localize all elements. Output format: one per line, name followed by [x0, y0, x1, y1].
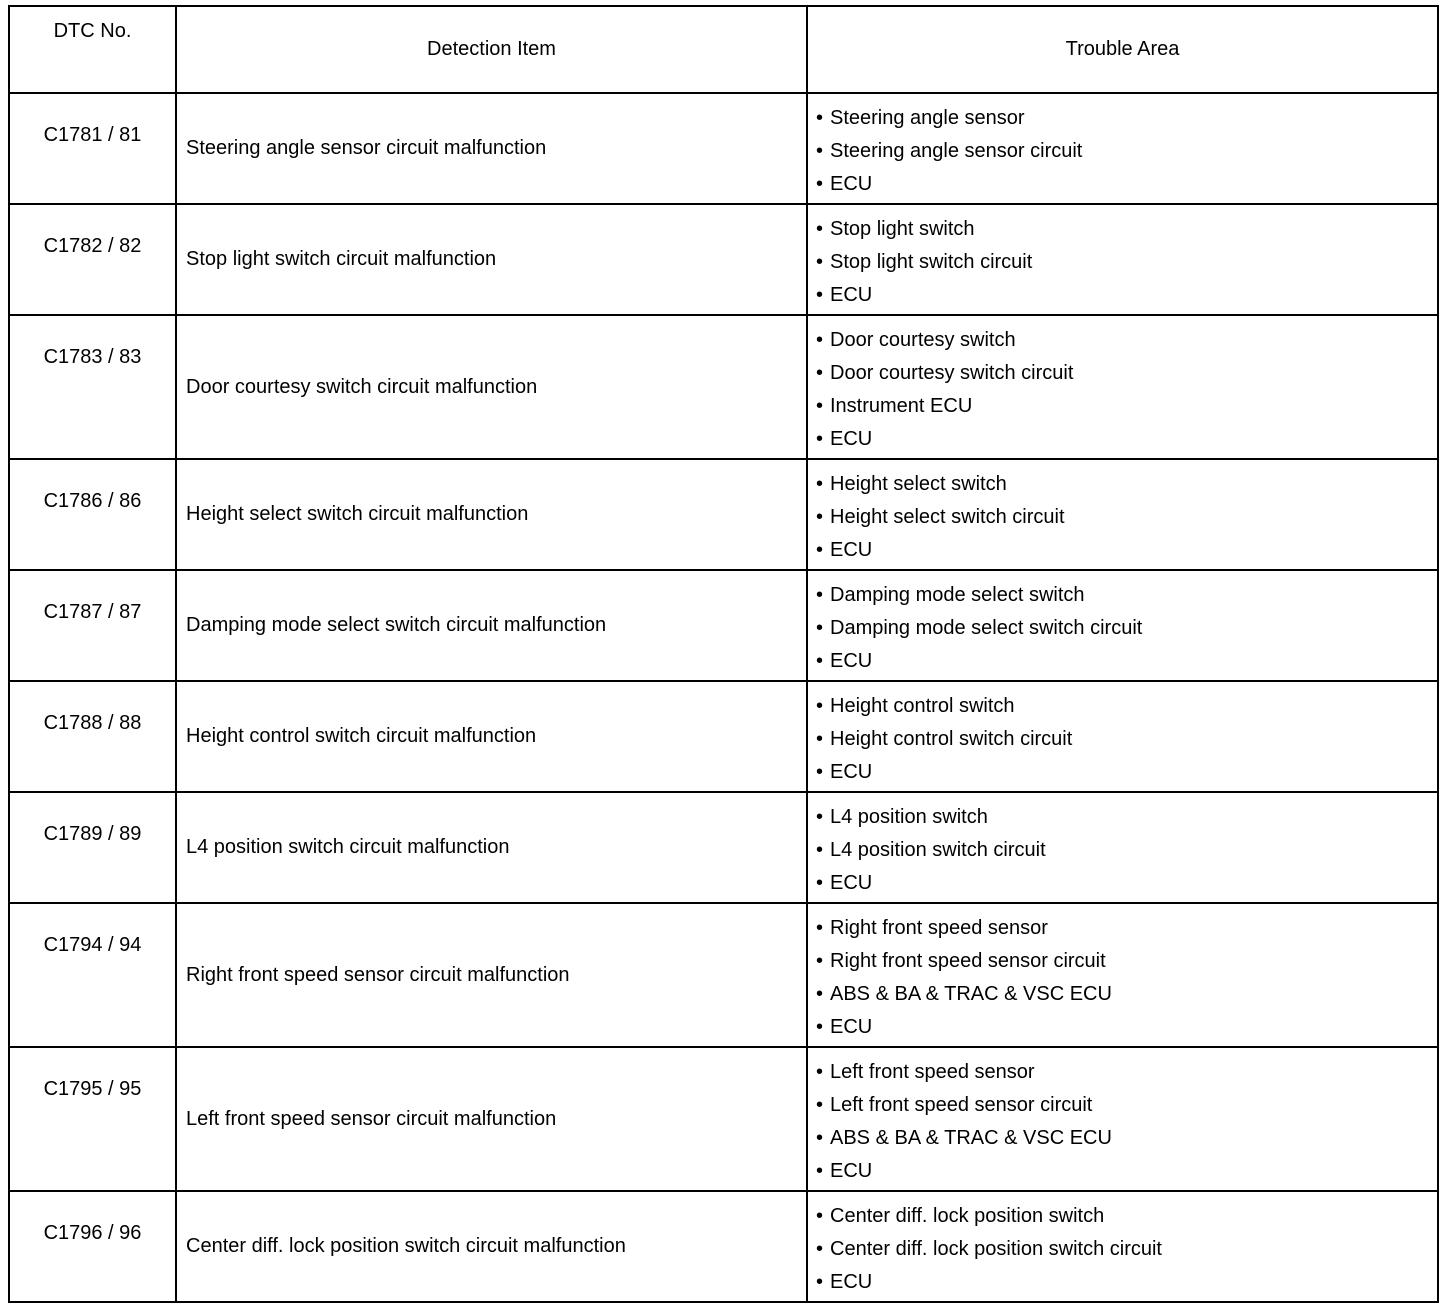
- trouble-area-item: [816, 612, 1437, 645]
- dtc-code-cell: C1795 / 95: [9, 1047, 176, 1191]
- trouble-area-text: Center diff. lock position switch: [830, 1205, 1105, 1227]
- dtc-code-cell: C1789 / 89: [9, 792, 176, 903]
- trouble-area-cell: [807, 315, 1438, 459]
- trouble-area-cell: [807, 681, 1438, 792]
- trouble-area-item: [816, 1233, 1437, 1266]
- bullet-icon: •: [816, 1016, 824, 1038]
- trouble-area-list: [816, 801, 1437, 900]
- trouble-area-item: [816, 390, 1437, 423]
- trouble-area-text: ECU: [830, 761, 873, 783]
- bullet-icon: •: [816, 872, 824, 894]
- trouble-area-list: [816, 468, 1437, 567]
- bullet-icon: •: [816, 428, 824, 450]
- bullet-icon: •: [816, 173, 824, 195]
- trouble-area-text: Height select switch: [830, 473, 1007, 495]
- bullet-icon: •: [816, 1127, 824, 1149]
- trouble-area-item: [816, 756, 1437, 789]
- detection-item-cell: Left front speed sensor circuit malfunction: [176, 1047, 807, 1191]
- header-row: [9, 6, 1438, 93]
- trouble-area-item: [816, 645, 1437, 678]
- trouble-area-item: [816, 102, 1437, 135]
- trouble-area-item: [816, 1200, 1437, 1233]
- trouble-area-item: [816, 690, 1437, 723]
- trouble-area-list: [816, 1200, 1437, 1299]
- bullet-icon: •: [816, 1271, 824, 1293]
- bullet-icon: •: [816, 806, 824, 828]
- detection-item-cell: Center diff. lock position switch circuit malfunction: [176, 1191, 807, 1302]
- detection-item-cell: Stop light switch circuit malfunction: [176, 204, 807, 315]
- trouble-area-text: Left front speed sensor: [830, 1061, 1035, 1083]
- bullet-icon: •: [816, 1094, 824, 1116]
- dtc-code-cell: C1787 / 87: [9, 570, 176, 681]
- bullet-icon: •: [816, 284, 824, 306]
- trouble-area-text: Door courtesy switch: [830, 329, 1016, 351]
- trouble-area-item: [816, 534, 1437, 567]
- trouble-area-cell: [807, 459, 1438, 570]
- dtc-code-cell: C1794 / 94: [9, 903, 176, 1047]
- detection-item-cell: Height select switch circuit malfunction: [176, 459, 807, 570]
- bullet-icon: •: [816, 728, 824, 750]
- table-row: [9, 1191, 1438, 1302]
- dtc-code-cell: C1788 / 88: [9, 681, 176, 792]
- bullet-icon: •: [816, 1205, 824, 1227]
- trouble-area-item: [816, 1089, 1437, 1122]
- trouble-area-item: [816, 1266, 1437, 1299]
- trouble-area-text: ECU: [830, 650, 873, 672]
- trouble-area-list: [816, 690, 1437, 789]
- trouble-area-cell: [807, 204, 1438, 315]
- trouble-area-cell: [807, 1047, 1438, 1191]
- trouble-area-item: [816, 1056, 1437, 1089]
- trouble-area-list: [816, 579, 1437, 678]
- trouble-area-item: [816, 912, 1437, 945]
- table-row: [9, 459, 1438, 570]
- detection-item-cell: Door courtesy switch circuit malfunction: [176, 315, 807, 459]
- bullet-icon: •: [816, 950, 824, 972]
- table-header: [9, 6, 1438, 93]
- trouble-area-item: [816, 324, 1437, 357]
- trouble-area-cell: [807, 792, 1438, 903]
- trouble-area-text: ECU: [830, 1160, 873, 1182]
- bullet-icon: •: [816, 839, 824, 861]
- bullet-icon: •: [816, 140, 824, 162]
- table-row: [9, 681, 1438, 792]
- trouble-area-text: Instrument ECU: [830, 395, 973, 417]
- trouble-area-text: ECU: [830, 1271, 873, 1293]
- dtc-code-cell: C1781 / 81: [9, 93, 176, 204]
- detection-item-cell: Right front speed sensor circuit malfunction: [176, 903, 807, 1047]
- trouble-area-text: L4 position switch circuit: [830, 839, 1046, 861]
- bullet-icon: •: [816, 251, 824, 273]
- trouble-area-text: ABS & BA & TRAC & VSC ECU: [830, 983, 1112, 1005]
- trouble-area-text: Stop light switch: [830, 218, 975, 240]
- bullet-icon: •: [816, 983, 824, 1005]
- trouble-area-item: [816, 1155, 1437, 1188]
- trouble-area-item: [816, 834, 1437, 867]
- trouble-area-cell: [807, 1191, 1438, 1302]
- trouble-area-text: ECU: [830, 284, 873, 306]
- table-row: [9, 1047, 1438, 1191]
- trouble-area-list: [816, 324, 1437, 456]
- trouble-area-text: Height control switch circuit: [830, 728, 1073, 750]
- trouble-area-text: Right front speed sensor: [830, 917, 1048, 939]
- table-row: [9, 903, 1438, 1047]
- table-body: [9, 93, 1438, 1302]
- trouble-area-item: [816, 501, 1437, 534]
- trouble-area-item: [816, 945, 1437, 978]
- bullet-icon: •: [816, 506, 824, 528]
- trouble-area-text: Damping mode select switch circuit: [830, 617, 1143, 639]
- trouble-area-cell: [807, 93, 1438, 204]
- trouble-area-text: Height control switch: [830, 695, 1015, 717]
- trouble-area-item: [816, 423, 1437, 456]
- detection-item-cell: Damping mode select switch circuit malfunction: [176, 570, 807, 681]
- trouble-area-item: [816, 579, 1437, 612]
- trouble-area-text: ABS & BA & TRAC & VSC ECU: [830, 1127, 1112, 1149]
- bullet-icon: •: [816, 695, 824, 717]
- bullet-icon: •: [816, 362, 824, 384]
- dtc-code-cell: C1786 / 86: [9, 459, 176, 570]
- trouble-area-list: [816, 213, 1437, 312]
- trouble-area-list: [816, 102, 1437, 201]
- trouble-area-text: Door courtesy switch circuit: [830, 362, 1074, 384]
- bullet-icon: •: [816, 329, 824, 351]
- bullet-icon: •: [816, 584, 824, 606]
- trouble-area-item: [816, 1011, 1437, 1044]
- detection-item-cell: Height control switch circuit malfunction: [176, 681, 807, 792]
- trouble-area-item: [816, 801, 1437, 834]
- trouble-area-item: [816, 135, 1437, 168]
- bullet-icon: •: [816, 539, 824, 561]
- trouble-area-text: ECU: [830, 428, 873, 450]
- dtc-code-cell: C1783 / 83: [9, 315, 176, 459]
- trouble-area-text: Steering angle sensor: [830, 107, 1025, 129]
- dtc-code-cell: C1782 / 82: [9, 204, 176, 315]
- bullet-icon: •: [816, 473, 824, 495]
- trouble-area-cell: [807, 903, 1438, 1047]
- header-trouble-area: Trouble Area: [807, 6, 1438, 93]
- table-row: [9, 204, 1438, 315]
- trouble-area-text: Center diff. lock position switch circuit: [830, 1238, 1162, 1260]
- header-dtc-no: DTC No.: [9, 6, 176, 93]
- trouble-area-item: [816, 246, 1437, 279]
- trouble-area-item: [816, 213, 1437, 246]
- trouble-area-item: [816, 168, 1437, 201]
- dtc-table: [8, 5, 1439, 1303]
- trouble-area-text: Height select switch circuit: [830, 506, 1065, 528]
- trouble-area-text: Stop light switch circuit: [830, 251, 1033, 273]
- trouble-area-item: [816, 978, 1437, 1011]
- trouble-area-text: Left front speed sensor circuit: [830, 1094, 1093, 1116]
- bullet-icon: •: [816, 917, 824, 939]
- bullet-icon: •: [816, 107, 824, 129]
- detection-item-cell: Steering angle sensor circuit malfunction: [176, 93, 807, 204]
- trouble-area-text: ECU: [830, 539, 873, 561]
- trouble-area-item: [816, 468, 1437, 501]
- bullet-icon: •: [816, 1238, 824, 1260]
- trouble-area-text: Damping mode select switch: [830, 584, 1085, 606]
- table-row: [9, 93, 1438, 204]
- bullet-icon: •: [816, 218, 824, 240]
- trouble-area-item: [816, 1122, 1437, 1155]
- trouble-area-text: L4 position switch: [830, 806, 988, 828]
- trouble-area-item: [816, 279, 1437, 312]
- bullet-icon: •: [816, 1061, 824, 1083]
- bullet-icon: •: [816, 650, 824, 672]
- table-row: [9, 315, 1438, 459]
- bullet-icon: •: [816, 1160, 824, 1182]
- header-detection-item: Detection Item: [176, 6, 807, 93]
- trouble-area-list: [816, 912, 1437, 1044]
- trouble-area-list: [816, 1056, 1437, 1188]
- trouble-area-text: Steering angle sensor circuit: [830, 140, 1083, 162]
- trouble-area-text: Right front speed sensor circuit: [830, 950, 1106, 972]
- trouble-area-item: [816, 357, 1437, 390]
- trouble-area-text: ECU: [830, 1016, 873, 1038]
- table-row: [9, 570, 1438, 681]
- trouble-area-cell: [807, 570, 1438, 681]
- trouble-area-item: [816, 723, 1437, 756]
- table-row: [9, 792, 1438, 903]
- trouble-area-item: [816, 867, 1437, 900]
- bullet-icon: •: [816, 617, 824, 639]
- detection-item-cell: L4 position switch circuit malfunction: [176, 792, 807, 903]
- trouble-area-text: ECU: [830, 173, 873, 195]
- bullet-icon: •: [816, 395, 824, 417]
- trouble-area-text: ECU: [830, 872, 873, 894]
- dtc-code-cell: C1796 / 96: [9, 1191, 176, 1302]
- bullet-icon: •: [816, 761, 824, 783]
